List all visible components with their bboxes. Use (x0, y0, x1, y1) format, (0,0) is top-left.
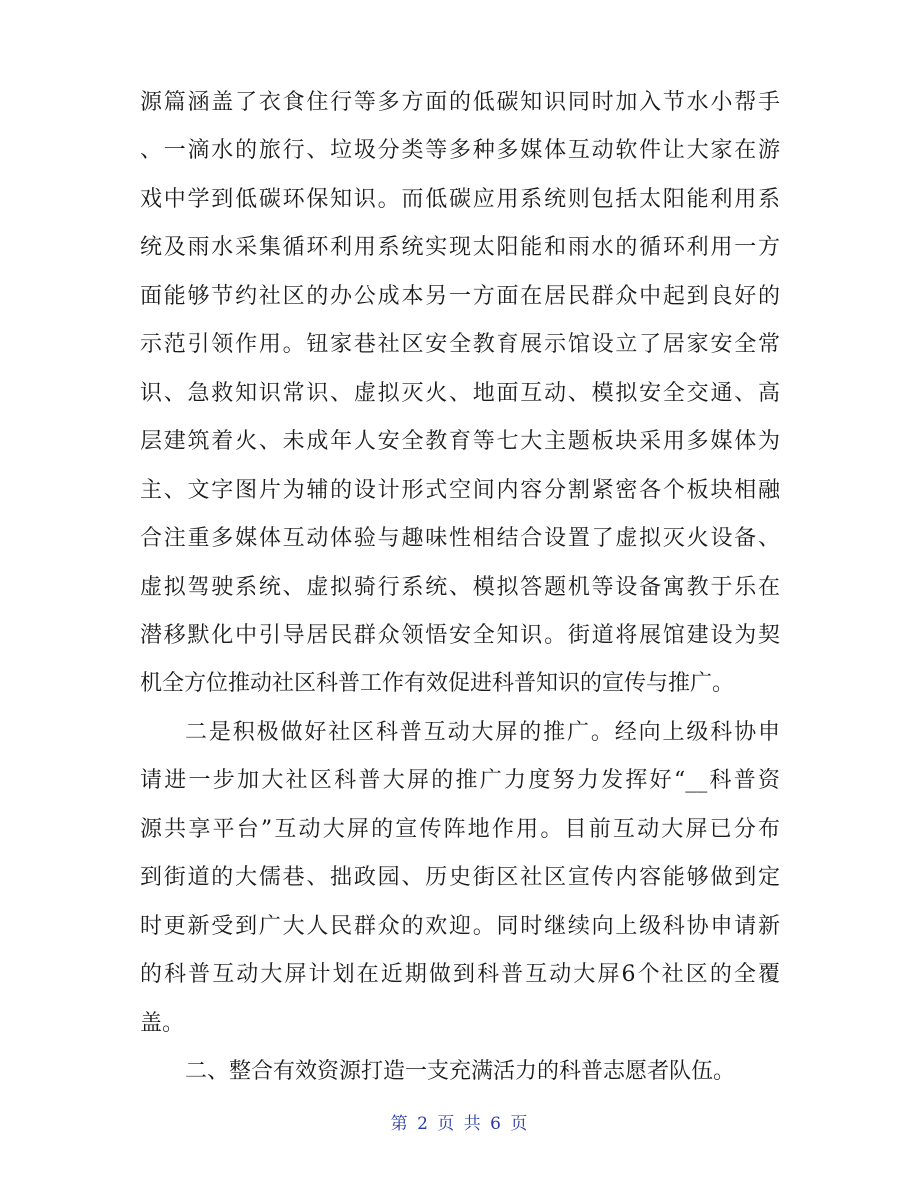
section-heading: 二、整合有效资源打造一支充满活力的科普志愿者队伍。 (185, 1059, 736, 1084)
text-line: 虚拟驾驶系统、虚拟骑行系统、模拟答题机等设备寓教于乐在 (140, 575, 780, 600)
text-line: 源共享平台”互动大屏的宣传阵地作用。目前互动大屏已分布 (140, 817, 780, 842)
text-line: 机全方位推动社区科普工作有效促进科普知识的宣传与推广。 (140, 671, 735, 696)
text-line: 层建筑着火、未成年人安全教育等七大主题板块采用多媒体为 (140, 429, 780, 454)
text-line: 源篇涵盖了衣食住行等多方面的低碳知识同时加入节水小帮手 (140, 90, 780, 115)
text-line: 请进一步加大社区科普大屏的推广力度努力发挥好“__科普资 (140, 768, 780, 793)
text-line: 主、文字图片为辅的设计形式空间内容分割紧密各个板块相融 (140, 478, 780, 503)
text-line: 盖。 (140, 1011, 185, 1036)
text-line: 统及雨水采集循环利用系统实现太阳能和雨水的循环利用一方 (140, 235, 780, 260)
text-line: 到街道的大儒巷、拙政园、历史街区社区宣传内容能够做到定 (140, 865, 780, 890)
text-line: 、一滴水的旅行、垃圾分类等多种多媒体互动软件让大家在游 (140, 138, 780, 163)
text-line: 潜移默化中引导居民群众领悟安全知识。街道将展馆建设为契 (140, 623, 780, 648)
paragraph-first-line: 二是积极做好社区科普互动大屏的推广。经向上级科协申 (185, 720, 780, 745)
text-line: 时更新受到广大人民群众的欢迎。同时继续向上级科协申请新 (140, 914, 780, 939)
text-line: 的科普互动大屏计划在近期做到科普互动大屏6个社区的全覆 (140, 962, 780, 987)
text-line: 合注重多媒体互动体验与趣味性相结合设置了虚拟灭火设备、 (140, 526, 780, 551)
text-line: 示范引领作用。钮家巷社区安全教育展示馆设立了居家安全常 (140, 332, 780, 357)
text-line: 识、急救知识常识、虚拟灭火、地面互动、模拟安全交通、高 (140, 381, 780, 406)
text-line: 面能够节约社区的办公成本另一方面在居民群众中起到良好的 (140, 284, 780, 309)
text-line: 戏中学到低碳环保知识。而低碳应用系统则包括太阳能利用系 (140, 187, 780, 212)
page-number: 第 2 页 共 6 页 (390, 1114, 530, 1134)
